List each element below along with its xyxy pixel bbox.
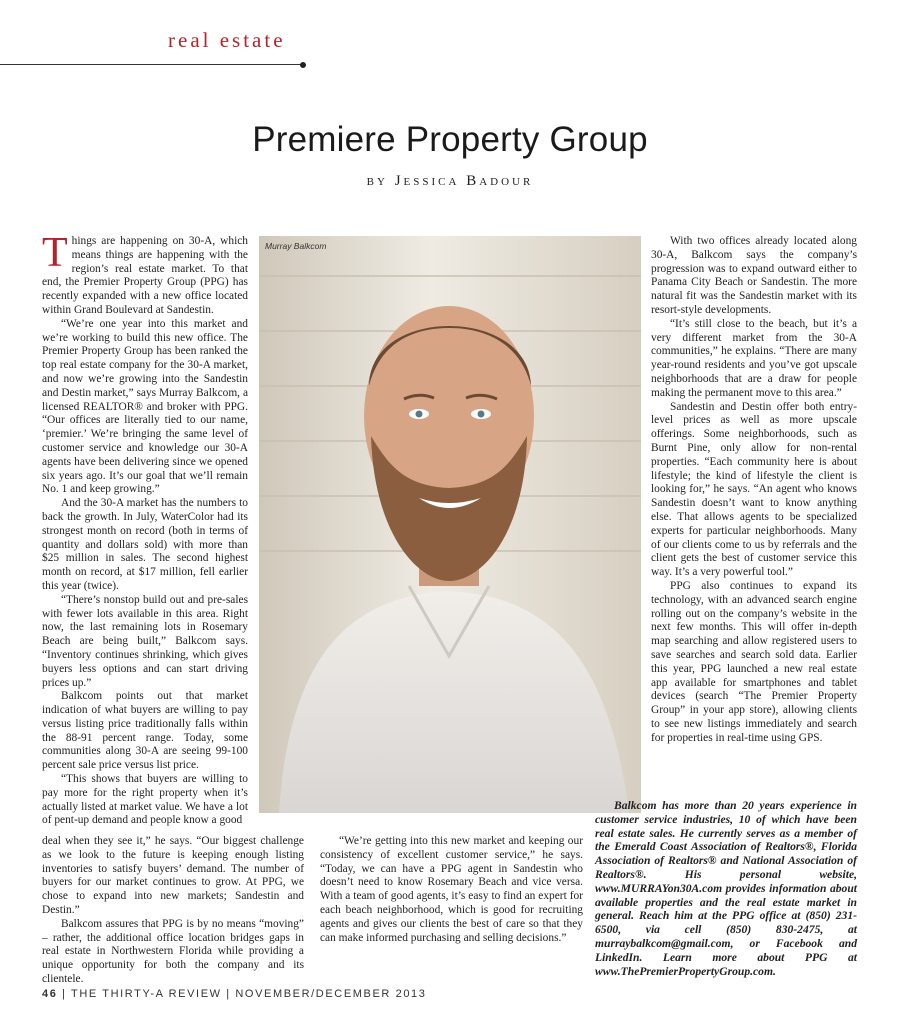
paragraph: deal when they see it,” he says. “Our biggest challenge as we look to the future is keeping enough listing inventories to satisfy buyers’ demand. The number of buyers for our market continues to grow. At PPG, we chose to expand into new markets; Sandestin and Destin.”	[42, 835, 304, 916]
header-rule-dot	[300, 62, 306, 68]
page-footer	[42, 988, 426, 1000]
paragraph: “It’s still close to the beach, but it’s a very different market from the 30-A communities,” he explains. “There are many year-round residents and you’ve got upscale neighborhoods that are a draw for people making the permanent move to this area.”	[651, 317, 857, 399]
author-bio	[595, 799, 857, 978]
portrait-photo	[259, 236, 641, 813]
paragraph: With two offices already located along 30-A, Balkcom says the company’s progression was to expand outward either to Panama City Beach or Sandestin. The more natural fit was the Sandestin market with its resort-style developments.	[651, 235, 857, 316]
drop-cap: T	[42, 230, 68, 276]
paragraph: Sandestin and Destin offer both entry-level prices as well as more upscale offerings. Some neighborhoods, such as Burnt Pine, only allow for non-rental properties. “Each community here is about lifestyle; the kind of lifestyle the client is looking for,” he says. “An agent who knows Sandestin doesn’t want to know anything else. That allows agents to be specialized experts for particular neighborhoods. Many of our clients come to us by referrals and the client gets the best of customer service this way. It’s a very powerful tool.”	[651, 400, 857, 579]
portrait-illustration	[259, 236, 641, 813]
header-rule	[0, 64, 302, 65]
publication-info: | THE THIRTY-A REVIEW | NOVEMBER/DECEMBER 2013	[62, 988, 427, 1000]
paragraph: Things are happening on 30-A, which means things are happening with the region’s real estate market. To that end, the Premier Property Group (PPG) has recently expanded with a new office located within Grand Boulevard at Sandestin.	[42, 230, 248, 316]
bio-paragraph: Balkcom has more than 20 years experience in customer service industries, 10 of which have been real estate sales. He currently serves as a member of the Emerald Coast Association of Realtors®, Florida Association of Realtors® and National Association of Realtors®. His personal website, www.MURRAYon30A.com provides information about available properties and the real estate market in general. Reach him at the PPG office at (850) 231-6500, via cell (850) 830-2475, at murraybalkcom@gmail.com, or Facebook and LinkedIn. Learn more about PPG at www.ThePremierPropertyGroup.com.	[595, 799, 857, 978]
left-column	[42, 230, 248, 828]
article-title: Premiere Property Group	[252, 120, 648, 159]
page-number: 46	[42, 988, 58, 1000]
paragraph: Balkcom assures that PPG is by no means “moving” – rather, the additional office location bridges gaps in real estate in Northwestern Florida while providing a unique opportunity for both the company and its clientele.	[42, 917, 304, 985]
paragraph: “We’re one year into this market and we’re working to build this new office. The Premier Property Group has been ranked the top real estate company for the 30-A market, and now we’re growing into the Sandestin and Destin market,” says Murray Balkcom, a licensed REALTOR® and broker with PPG. “Our offices are literally tied to our name, ‘premier.’ We’re bringing the same level of customer service and knowledge our 30-A agents have been delivering since we opened six years ago. It’s our goal that we’ll remain No. 1 and keep growing.”	[42, 317, 248, 496]
paragraph: And the 30-A market has the numbers to back the growth. In July, WaterColor had its strongest month on record (both in terms of quantity and dollars sold) with more than $25 million in sales. The second highest month on record, at $17 million, fell earlier this year (twice).	[42, 497, 248, 592]
section-label: real estate	[168, 28, 286, 52]
middle-column	[320, 835, 583, 945]
paragraph: “There’s nonstop build out and pre-sales with fewer lots available in this area. Right now, the last remaining lots in Rosemary Beach are being built,” Balkcom says. “Inventory continues shrinking, which gives buyers less options and can start driving prices up.”	[42, 593, 248, 689]
paragraph: Balkcom points out that market indication of what buyers are willing to pay versus listing price traditionally falls within the 88-91 percent range. Today, some communities along 30-A are seeing 99-100 percent sale price versus list price.	[42, 690, 248, 772]
paragraph: PPG also continues to expand its technology, with an advanced search engine rolling out on the company’s website in the next few months. This will offer in-depth map searching and allow registered users to save searches and search sold data. Earlier this year, PPG launched a new real estate app available for smartphones and tablet devices (search “The Premier Property Group” in your app store), allowing clients to see new listings immediately and search for properties in real-time using GPS.	[651, 579, 857, 744]
left-column-continued	[42, 835, 304, 987]
paragraph: “This shows that buyers are willing to pay more for the right property when it’s actually listed at market value. We have a lot of pent-up demand and people know a good	[42, 773, 248, 827]
photo-caption: Murray Balkcom	[265, 241, 327, 251]
paragraph: “We’re getting into this new market and keeping our consistency of excellent customer service,” he says. “Today, we can have a PPG agent in Sandestin who doesn’t need to know Rosemary Beach and vice versa. With a team of good agents, it’s easy to find an expert for each beach neighborhood, which is good for recruiting agents and gives our clients the best of care so that they can make informed purchasing and selling decisions.”	[320, 835, 583, 944]
right-column	[651, 235, 857, 745]
article-byline: by Jessica Badour	[366, 173, 534, 189]
